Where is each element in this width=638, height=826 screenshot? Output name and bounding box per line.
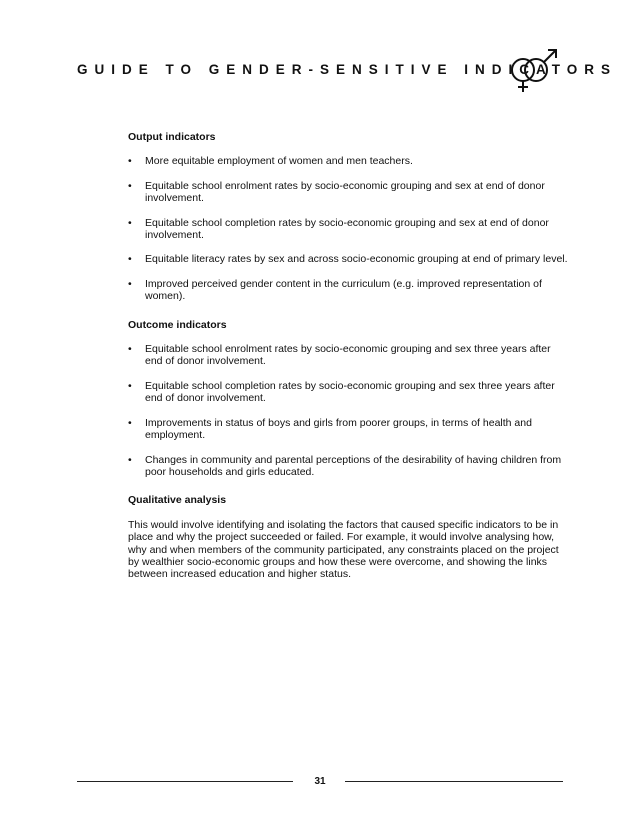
list-item-text: Improved perceived gender content in the curriculum (e.g. improved representation of women). (145, 277, 542, 303)
bullet-marker: • (128, 277, 132, 290)
footer-rule-left (77, 781, 293, 782)
bullet-marker: • (128, 155, 132, 168)
list-item (128, 155, 568, 167)
output-indicators-list (128, 155, 568, 302)
bullet-marker: • (128, 179, 132, 192)
output-indicators-heading: Output indicators (128, 131, 216, 143)
qualitative-analysis-paragraph: This would involve identifying and isolating the factors that caused specific indicators to be in place and why the project succeeded or failed. For example, it would involve analysing how, why and when members of the community participated, any constraints placed on the project by wealthier socio-economic groups and how these were overcome, and showing the links between increased education and higher status. (128, 518, 559, 581)
list-item-text: Changes in community and parental perceptions of the desirability of having children from poor households and girls educated. (145, 453, 562, 478)
list-item-text: Equitable school enrolment rates by socio-economic grouping and sex at end of donor involvement. (145, 179, 545, 205)
page-number: 31 (314, 776, 326, 787)
list-item (128, 343, 568, 368)
list-item (128, 454, 568, 479)
list-item-text: Equitable school enrolment rates by socio-economic grouping and sex three years after end of donor involvement. (145, 343, 551, 368)
bullet-marker: • (128, 453, 132, 466)
list-item-text: Improvements in status of boys and girls from poorer groups, in terms of health and employment. (145, 416, 532, 442)
bullet-marker: • (128, 343, 132, 356)
gender-symbols-icon (505, 42, 565, 96)
list-item (128, 253, 568, 265)
list-item-text: Equitable school completion rates by socio-economic grouping and sex three years after end of donor involvement. (145, 379, 555, 405)
list-item (128, 278, 568, 303)
list-item (128, 417, 568, 442)
footer-rule-right (345, 781, 563, 782)
outcome-indicators-section (128, 319, 568, 479)
bullet-marker: • (128, 379, 132, 392)
bullet-marker: • (128, 416, 132, 429)
page-body (128, 131, 568, 597)
running-header-title: GUIDE TO GENDER-SENSITIVE INDICATORS (77, 62, 618, 77)
qualitative-analysis-section (128, 494, 568, 580)
list-item-text: Equitable literacy rates by sex and across socio-economic grouping at end of primary level. (145, 253, 568, 266)
bullet-marker: • (128, 216, 132, 229)
bullet-marker: • (128, 253, 132, 266)
output-indicators-section (128, 131, 568, 303)
list-item (128, 180, 568, 205)
outcome-indicators-heading: Outcome indicators (128, 318, 227, 331)
outcome-indicators-list (128, 343, 568, 478)
list-item-text: More equitable employment of women and men teachers. (145, 155, 413, 168)
list-item (128, 217, 568, 242)
qualitative-analysis-heading: Qualitative analysis (128, 494, 227, 507)
list-item (128, 380, 568, 405)
list-item-text: Equitable school completion rates by socio-economic grouping and sex at end of donor involvement. (145, 216, 549, 242)
